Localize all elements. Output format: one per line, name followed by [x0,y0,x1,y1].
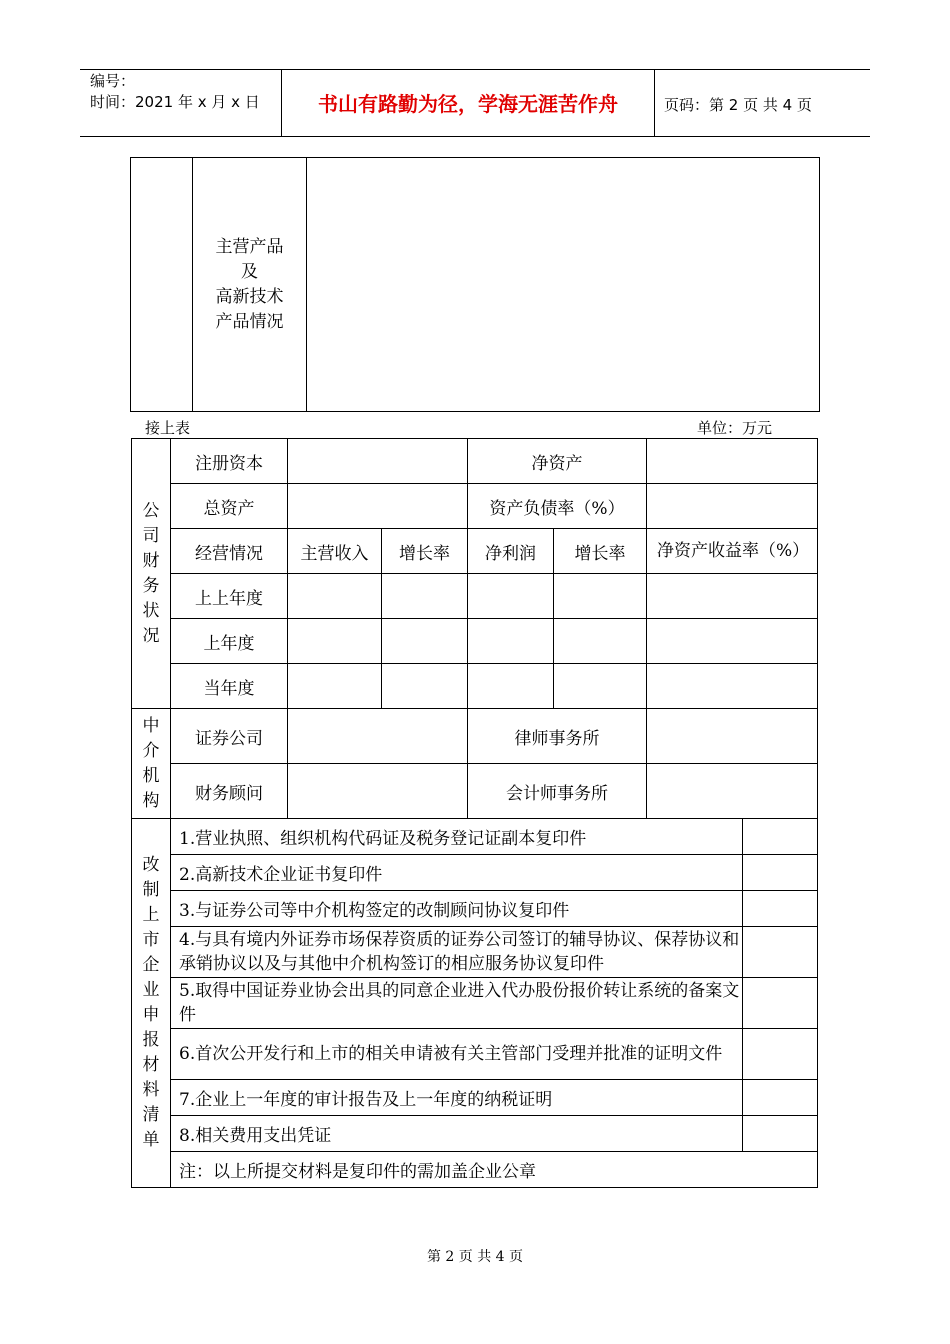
material-item: 2.高新技术企业证书复印件 [171,855,743,891]
continue-note: 接上表 [145,419,191,437]
material-item: 6.首次公开发行和上市的相关申请被有关主管部门受理并批准的证明文件 [171,1029,743,1080]
col-header: 主营收入 [288,529,382,574]
material-check-cell[interactable] [743,1116,818,1152]
label-char: 况 [142,625,160,646]
label-char: 申 [142,1005,160,1025]
data-cell[interactable] [647,664,818,709]
data-cell[interactable] [554,619,647,664]
label-char: 司 [142,525,160,546]
material-check-cell[interactable] [743,1080,818,1116]
material-item: 7.企业上一年度的审计报告及上一年度的纳税证明 [171,1080,743,1116]
label-char: 上 [142,905,160,925]
material-item: 3.与证券公司等中介机构签定的改制顾问协议复印件 [171,891,743,927]
material-item: 8.相关费用支出凭证 [171,1116,743,1152]
unit-note: 单位：万元 [697,419,773,437]
accounting-label: 会计师事务所 [468,764,647,819]
header-divider [654,69,655,136]
data-cell[interactable] [468,619,554,664]
header-bottom-rule [80,136,870,137]
label-char: 制 [142,880,160,900]
material-check-cell[interactable] [743,891,818,927]
label-char: 状 [142,600,160,621]
number-label: 编号： [90,72,136,90]
data-cell[interactable] [554,574,647,619]
label-char: 介 [142,740,160,761]
product-label-line: 主营产品 [215,236,284,257]
col-header: 净利润 [468,529,554,574]
label-char: 财 [142,550,160,571]
net-assets-label: 净资产 [468,439,647,484]
debt-ratio-label: 资产负债率（%） [468,484,647,529]
label-char: 务 [142,575,160,596]
product-input-cell[interactable] [307,158,820,412]
time-label: 时间：2021 年 x 月 x 日 [90,93,260,111]
debt-ratio-input[interactable] [647,484,818,529]
law-firm-label: 律师事务所 [468,709,647,764]
row-label: 当年度 [171,664,288,709]
law-firm-input[interactable] [647,709,818,764]
data-cell[interactable] [382,619,468,664]
net-assets-input[interactable] [647,439,818,484]
finance-section-label [132,439,171,709]
agencies-section-label [132,709,171,819]
finance-table [131,438,818,819]
label-char: 料 [142,1080,160,1100]
label-char: 材 [142,1055,160,1075]
label-char: 公 [142,500,160,521]
registered-capital-label: 注册资本 [171,439,288,484]
data-cell[interactable] [288,619,382,664]
data-cell[interactable] [468,574,554,619]
motto: 书山有路勤为径，学海无涯苦作舟 [318,92,618,116]
material-check-cell[interactable] [743,855,818,891]
material-check-cell[interactable] [743,927,818,978]
product-label-line: 高新技术 [215,286,284,307]
data-cell[interactable] [647,574,818,619]
material-item: 5.取得中国证券业协会出具的同意企业进入代办股份报价转让系统的备案文件 [171,978,743,1029]
row-label: 上上年度 [171,574,288,619]
label-char: 机 [142,765,160,786]
label-char: 构 [142,790,160,811]
product-label [193,158,307,412]
products-table [130,157,820,412]
col-header: 净资产收益率（%） [647,529,818,574]
advisor-label: 财务顾问 [171,764,288,819]
label-char: 改 [142,855,160,875]
label-char: 市 [142,930,160,950]
page-label: 页码：第 2 页 共 4 页 [664,96,812,114]
label-char: 企 [142,955,160,975]
material-check-cell[interactable] [743,1029,818,1080]
product-label-line: 及 [241,261,258,282]
blank-cell [131,158,193,412]
registered-capital-input[interactable] [288,439,468,484]
securities-input[interactable] [288,709,468,764]
col-header: 增长率 [554,529,647,574]
materials-table [131,818,818,1188]
label-char: 单 [142,1130,160,1150]
page-footer: 第 2 页 共 4 页 [426,1249,524,1265]
materials-note: 注：以上所提交材料是复印件的需加盖企业公章 [171,1152,818,1188]
data-cell[interactable] [554,664,647,709]
material-check-cell[interactable] [743,819,818,855]
label-char: 清 [142,1105,160,1125]
materials-section-label [132,819,171,1188]
data-cell[interactable] [288,574,382,619]
total-assets-input[interactable] [288,484,468,529]
material-check-cell[interactable] [743,978,818,1029]
securities-label: 证券公司 [171,709,288,764]
data-cell[interactable] [647,619,818,664]
material-item: 4.与具有境内外证券市场保荐资质的证券公司签订的辅导协议、保荐协议和承销协议以及与其他中介机构签订的相应服务协议复印件 [171,927,743,978]
material-item: 1.营业执照、组织机构代码证及税务登记证副本复印件 [171,819,743,855]
label-char: 中 [142,715,160,736]
col-header: 经营情况 [171,529,288,574]
label-char: 业 [142,980,160,1000]
col-header: 增长率 [382,529,468,574]
data-cell[interactable] [382,574,468,619]
row-label: 上年度 [171,619,288,664]
total-assets-label: 总资产 [171,484,288,529]
data-cell[interactable] [468,664,554,709]
product-label-line: 产品情况 [215,311,284,332]
data-cell[interactable] [288,664,382,709]
label-char: 报 [142,1030,160,1050]
advisor-input[interactable] [288,764,468,819]
data-cell[interactable] [382,664,468,709]
accounting-input[interactable] [647,764,818,819]
